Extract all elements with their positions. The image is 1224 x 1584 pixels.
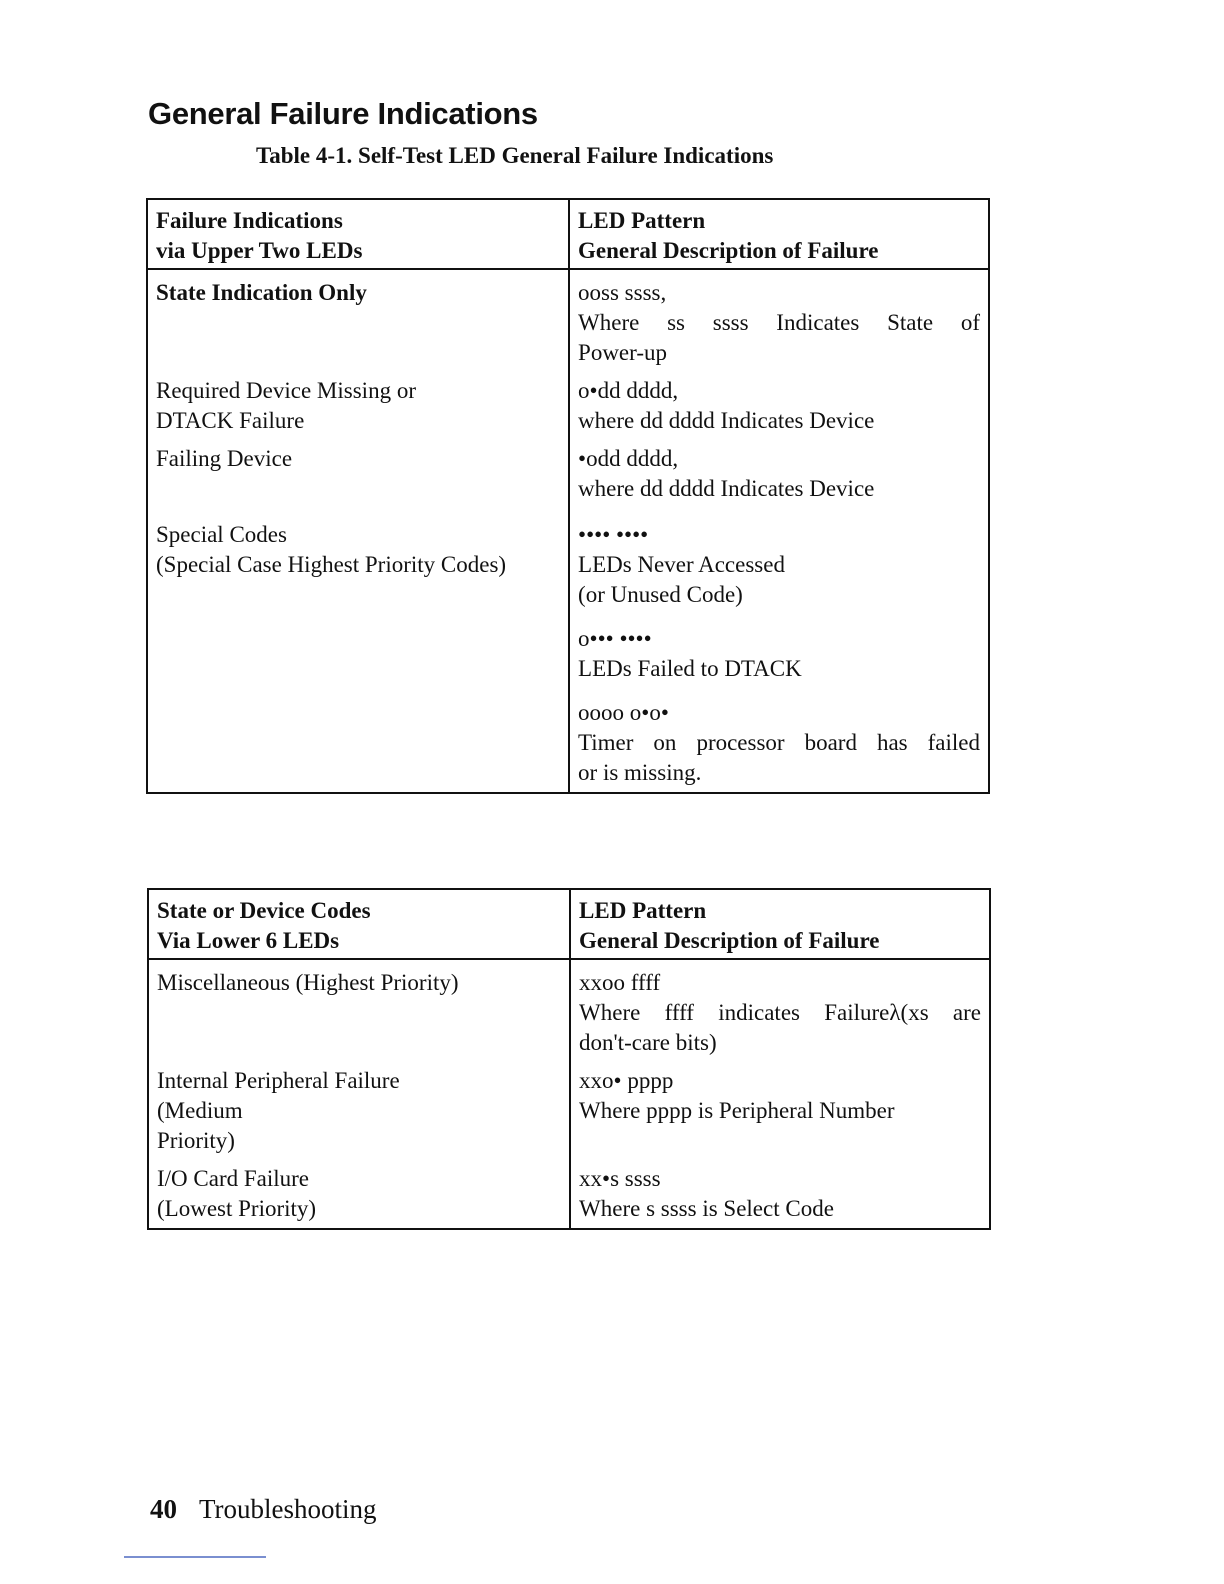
row-label-line: State Indication Only — [156, 280, 367, 305]
table-row — [147, 508, 989, 793]
led-pattern: o••• •••• — [578, 626, 652, 651]
led-pattern: •••• •••• — [578, 522, 649, 547]
page-footer — [150, 1494, 377, 1525]
pattern-description: Where s ssss is Select Code — [579, 1196, 834, 1221]
header-line: State or Device Codes — [157, 898, 371, 923]
pattern-description: where dd dddd Indicates Device — [578, 408, 875, 433]
header-line: General Description of Failure — [578, 238, 879, 263]
led-pattern: o•dd dddd, — [578, 378, 679, 403]
pattern-description: LEDs Never Accessed — [578, 552, 785, 577]
row-pattern — [570, 1160, 990, 1229]
table-row — [147, 440, 989, 508]
row-label — [148, 959, 570, 1062]
row-label-line: Priority) — [157, 1128, 235, 1153]
pattern-description: Where pppp is Peripheral Number — [579, 1098, 895, 1123]
row-label-line: (Lowest Priority) — [157, 1196, 317, 1221]
header-led-pattern — [569, 199, 989, 269]
table-row — [148, 1160, 990, 1229]
row-label-line: DTACK Failure — [156, 408, 305, 433]
row-label — [147, 372, 569, 440]
row-label-line: I/O Card Failure — [157, 1166, 310, 1191]
table-row — [148, 1062, 990, 1160]
upper-leds-table — [146, 198, 990, 794]
row-label — [147, 440, 569, 508]
pattern-description: (or Unused Code) — [578, 582, 743, 607]
table-row — [147, 372, 989, 440]
header-line: LED Pattern — [578, 208, 706, 233]
header-line: Via Lower 6 LEDs — [157, 928, 340, 953]
row-pattern — [569, 440, 989, 508]
row-label — [147, 508, 569, 793]
led-pattern: xx•s ssss — [579, 1166, 661, 1191]
section-title: General Failure Indications — [148, 96, 538, 131]
row-label-line: Required Device Missing or — [156, 378, 416, 403]
header-led-pattern — [570, 889, 990, 959]
pattern-description: or is missing. — [578, 760, 702, 785]
header-line: Failure Indications — [156, 208, 343, 233]
row-pattern — [570, 959, 990, 1062]
row-label-line: Miscellaneous (Highest Priority) — [157, 970, 459, 995]
pattern-description: Where ffff indicates Failureλ(xs are — [579, 1000, 981, 1025]
row-label-line: (Special Case Highest Priority Codes) — [156, 552, 507, 577]
header-state-device-codes — [148, 889, 570, 959]
pattern-description: Where ss ssss Indicates State of — [578, 310, 980, 335]
led-pattern: oooo o•o• — [578, 700, 669, 725]
footer-rule — [124, 1556, 266, 1558]
lower-leds-table — [147, 888, 991, 1230]
pattern-description: where dd dddd Indicates Device — [578, 476, 875, 501]
table-row — [147, 269, 989, 372]
header-line: General Description of Failure — [579, 928, 880, 953]
pattern-description: LEDs Failed to DTACK — [578, 656, 802, 681]
pattern-description: Timer on processor board has failed — [578, 730, 980, 755]
led-pattern: •odd dddd, — [578, 446, 679, 471]
row-label-line: (Medium — [157, 1098, 243, 1123]
row-pattern — [569, 508, 989, 793]
row-label-line: Special Codes — [156, 522, 287, 547]
row-label-line: Internal Peripheral Failure — [157, 1068, 400, 1093]
row-pattern — [570, 1062, 990, 1160]
row-pattern — [569, 269, 989, 372]
row-label — [148, 1062, 570, 1160]
pattern-description: don't-care bits) — [579, 1030, 717, 1055]
table-caption: Table 4-1. Self-Test LED General Failure Indications — [256, 143, 774, 168]
row-label — [148, 1160, 570, 1229]
header-line: LED Pattern — [579, 898, 707, 923]
table-header-row — [147, 199, 989, 269]
table-header-row — [148, 889, 990, 959]
led-pattern: ooss ssss, — [578, 280, 667, 305]
row-pattern — [569, 372, 989, 440]
row-label-line: Failing Device — [156, 446, 293, 471]
table-row — [148, 959, 990, 1062]
page-number: 40 — [150, 1494, 177, 1524]
pattern-description: Power-up — [578, 340, 667, 365]
led-pattern: xxoo ffff — [579, 970, 661, 995]
header-line: via Upper Two LEDs — [156, 238, 363, 263]
header-failure-indications — [147, 199, 569, 269]
row-label — [147, 269, 569, 372]
footer-section-name: Troubleshooting — [199, 1494, 377, 1524]
led-pattern: xxo• pppp — [579, 1068, 674, 1093]
